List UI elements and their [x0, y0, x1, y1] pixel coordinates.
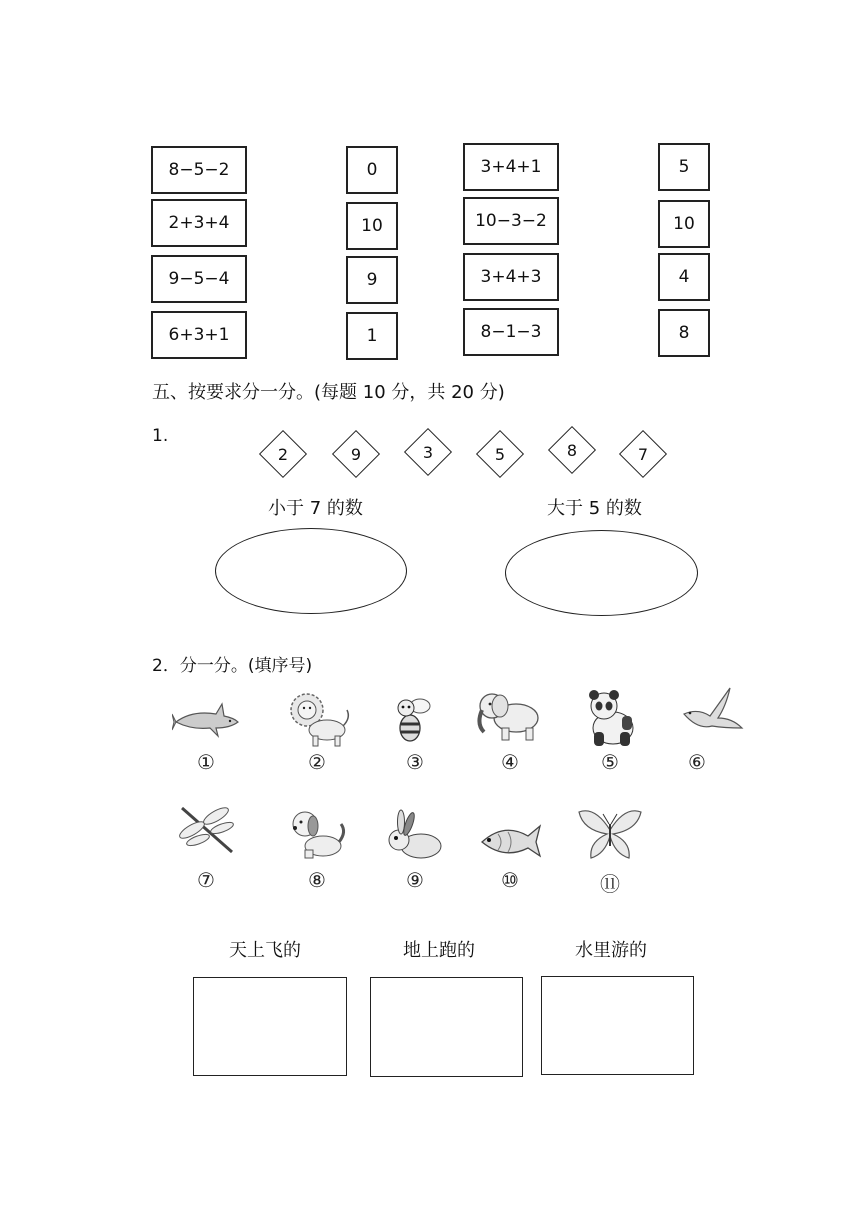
diamond-number[interactable]: 3: [422, 442, 434, 462]
diamond-number[interactable]: 8: [566, 440, 578, 460]
sky-answer-box[interactable]: [193, 977, 347, 1076]
animal-number-1: ①: [197, 750, 215, 774]
land-answer-box[interactable]: [370, 977, 523, 1077]
animal-number-5: ⑤: [601, 750, 619, 774]
diamond-number[interactable]: 5: [494, 444, 506, 464]
dragonfly-icon: [172, 800, 242, 860]
animal-number-10: ⑩: [501, 868, 519, 892]
sky-category-label: 天上飞的: [229, 940, 301, 961]
butterfly-icon: [575, 802, 645, 862]
diamond-number[interactable]: 7: [637, 444, 649, 464]
bird-icon: [676, 684, 746, 744]
greater-than-5-caption: 大于 5 的数: [547, 498, 642, 519]
number-box[interactable]: 5: [658, 143, 710, 191]
number-box[interactable]: 8: [658, 309, 710, 357]
lion-icon: [283, 688, 353, 748]
less-than-7-caption: 小于 7 的数: [268, 498, 363, 519]
number-box[interactable]: 1: [346, 312, 398, 360]
less-than-7-answer-ellipse[interactable]: [215, 528, 407, 614]
expression-box[interactable]: 6+3+1: [151, 311, 247, 359]
expression-box[interactable]: 3+4+3: [463, 253, 559, 301]
bee-icon: [380, 690, 450, 750]
water-category-label: 水里游的: [575, 940, 647, 961]
expression-box[interactable]: 3+4+1: [463, 143, 559, 191]
number-box[interactable]: 10: [346, 202, 398, 250]
elephant-icon: [474, 684, 544, 744]
animal-number-8: ⑧: [308, 868, 326, 892]
question-2-label: 2．分一分。(填序号): [152, 656, 313, 676]
expression-box[interactable]: 8−1−3: [463, 308, 559, 356]
animal-number-11: ⑪: [600, 872, 620, 896]
number-box[interactable]: 10: [658, 200, 710, 248]
animal-number-7: ⑦: [197, 868, 215, 892]
expression-box[interactable]: 9−5−4: [151, 255, 247, 303]
expression-box[interactable]: 2+3+4: [151, 199, 247, 247]
animal-number-9: ⑨: [406, 868, 424, 892]
diamond-number[interactable]: 2: [277, 444, 289, 464]
question-number: 1.: [152, 426, 169, 446]
greater-than-5-answer-ellipse[interactable]: [505, 530, 698, 616]
panda-icon: [578, 688, 648, 748]
animal-number-3: ③: [406, 750, 424, 774]
animal-number-4: ④: [501, 750, 519, 774]
rabbit-icon: [379, 808, 449, 868]
water-answer-box[interactable]: [541, 976, 694, 1075]
number-box[interactable]: 4: [658, 253, 710, 301]
expression-box[interactable]: 10−3−2: [463, 197, 559, 245]
animal-number-6: ⑥: [688, 750, 706, 774]
section-heading: 五、按要求分一分。(每题 10 分，共 20 分): [152, 382, 505, 403]
fish-icon: [474, 808, 544, 868]
shark-icon: [172, 690, 242, 750]
diamond-number[interactable]: 9: [350, 444, 362, 464]
expression-box[interactable]: 8−5−2: [151, 146, 247, 194]
number-box[interactable]: 9: [346, 256, 398, 304]
animal-number-2: ②: [308, 750, 326, 774]
dog-icon: [283, 802, 353, 862]
land-category-label: 地上跑的: [403, 940, 475, 961]
number-box[interactable]: 0: [346, 146, 398, 194]
